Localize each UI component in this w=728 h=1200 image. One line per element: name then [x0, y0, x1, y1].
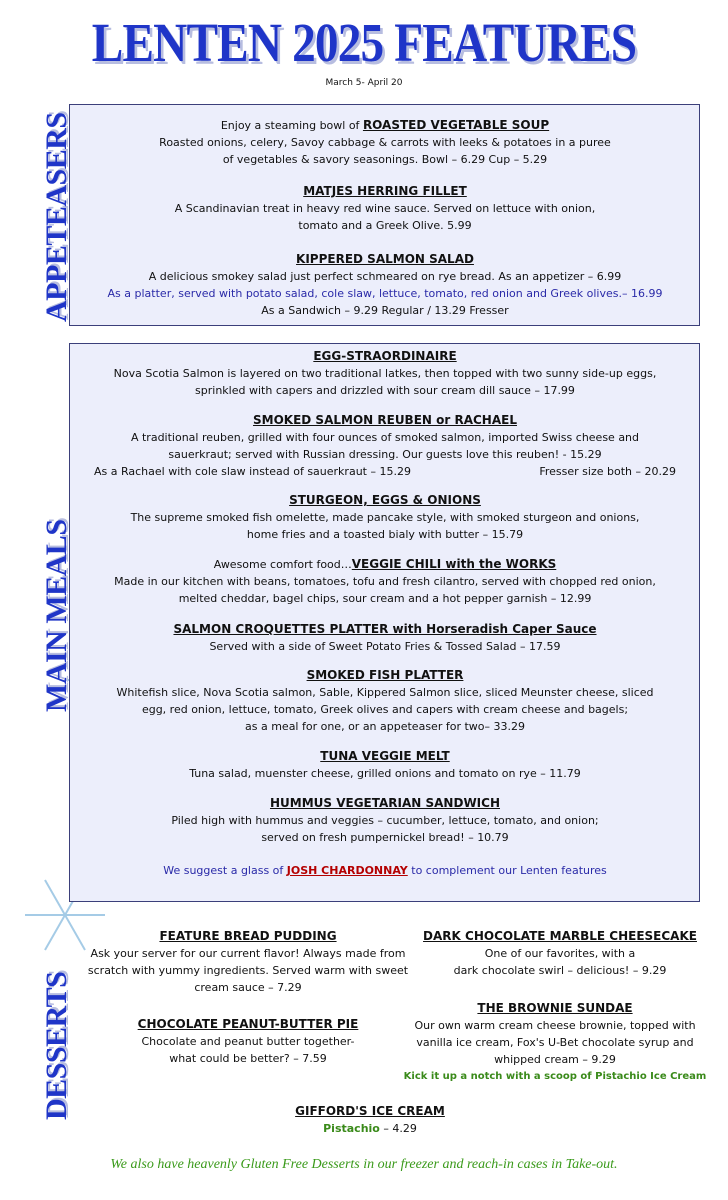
sturgeon-line: home fries and a toasted bialy with butter – 15.79 — [246, 528, 524, 541]
soup-intro: Enjoy a steaming bowl of — [220, 119, 363, 132]
section-title-desserts: DESSERTS — [40, 971, 73, 1120]
herring-line: A Scandinavian treat in heavy red wine sauce. Served on lettuce with onion, — [174, 202, 596, 215]
tuna-line: Tuna salad, muenster cheese, grilled onions and tomato on rye – 11.79 — [189, 767, 581, 780]
soup-item — [70, 117, 700, 168]
salmon-salad-platter: As a platter, served with potato salad, cole slaw, lettuce, tomato, red onion and Greek olives.– 16.99 — [107, 287, 663, 300]
pudding-line: cream sauce – 7.29 — [194, 981, 302, 994]
reuben-line: sauerkraut; served with Russian dressing. Our guests love this reuben! - 15.29 — [168, 448, 602, 461]
cheesecake-line: One of our favorites, with a — [484, 947, 636, 960]
sundae-line: Our own warm cream cheese brownie, topped with — [414, 1019, 696, 1032]
sundae-item — [390, 1000, 720, 1085]
egg-line: Nova Scotia Salmon is layered on two traditional latkes, then topped with two sunny side-up eggs, — [113, 367, 657, 380]
ice-cream-name: GIFFORD'S ICE CREAM — [295, 1104, 445, 1118]
chili-item — [70, 556, 700, 607]
chili-line: melted cheddar, bagel chips, sour cream and a hot pepper garnish – 12.99 — [178, 592, 592, 605]
chili-intro: Awesome comfort food… — [213, 558, 352, 571]
cheesecake-item — [400, 928, 720, 979]
fish-platter-item — [70, 667, 700, 735]
herring-item — [70, 183, 700, 234]
sturgeon-name: STURGEON, EGGS & ONIONS — [289, 493, 481, 507]
ice-cream-item — [200, 1103, 540, 1137]
pie-line: what could be better? – 7.59 — [169, 1052, 327, 1065]
fish-platter-name: SMOKED FISH PLATTER — [306, 668, 464, 682]
fish-platter-line: Whitefish slice, Nova Scotia salmon, Sable, Kippered Salmon slice, sliced Meunster cheese, sliced — [116, 686, 654, 699]
soup-line: Roasted onions, celery, Savoy cabbage & carrots with leeks & potatoes in a puree — [159, 136, 611, 149]
reuben-name: SMOKED SALMON REUBEN or RACHAEL — [253, 413, 517, 427]
pie-name: CHOCOLATE PEANUT-BUTTER PIE — [137, 1017, 359, 1031]
sundae-name: THE BROWNIE SUNDAE — [477, 1001, 633, 1015]
chili-line: Made in our kitchen with beans, tomatoes, tofu and fresh cilantro, served with chopped red onion, — [114, 575, 656, 588]
hummus-name: HUMMUS VEGETARIAN SANDWICH — [269, 796, 500, 810]
wine-pre: We suggest a glass of — [163, 864, 287, 877]
croquettes-item — [70, 621, 700, 655]
date-range: March 5- April 20 — [325, 78, 403, 88]
wine-post: to complement our Lenten features — [407, 864, 607, 877]
pudding-item — [78, 928, 418, 996]
tuna-item — [70, 748, 700, 782]
gluten-free-note: We also have heavenly Gluten Free Desserts in our freezer and reach-in cases in Take-out. — [110, 1157, 618, 1172]
hummus-line: served on fresh pumpernickel bread! – 10.79 — [261, 831, 509, 844]
soup-line: of vegetables & savory seasonings. Bowl – 6.29 Cup – 5.29 — [222, 153, 548, 166]
egg-name: EGG-STRAORDINAIRE — [313, 349, 457, 363]
tuna-name: TUNA VEGGIE MELT — [320, 749, 450, 763]
salmon-salad-line: A delicious smokey salad just perfect schmeared on rye bread. As an appetizer – 6.99 — [148, 270, 622, 283]
page-title: LENTEN 2025 FEATURES — [91, 12, 637, 73]
egg-line: sprinkled with capers and drizzled with sour cream dill sauce – 17.99 — [195, 384, 575, 397]
pie-line: Chocolate and peanut butter together- — [141, 1035, 355, 1048]
cheesecake-name: DARK CHOCOLATE MARBLE CHEESECAKE — [423, 929, 697, 943]
pudding-line: scratch with yummy ingredients. Served warm with sweet — [87, 964, 409, 977]
herring-line: tomato and a Greek Olive. 5.99 — [298, 219, 472, 232]
pie-item — [78, 1016, 418, 1067]
fresser-option: Fresser size both – 20.29 — [539, 465, 676, 478]
sturgeon-item — [70, 492, 700, 543]
ice-cream-price: – 4.29 — [379, 1122, 417, 1135]
wine-suggestion — [70, 862, 700, 879]
fish-platter-line: egg, red onion, lettuce, tomato, Greek olives and capers with cream cheese and bagels; — [141, 703, 629, 716]
ice-cream-flavor: Pistachio — [323, 1122, 380, 1135]
soup-name: ROASTED VEGETABLE SOUP — [362, 118, 550, 132]
salmon-salad-name: KIPPERED SALMON SALAD — [296, 252, 474, 266]
reuben-item — [70, 412, 700, 480]
hummus-line: Piled high with hummus and veggies – cucumber, lettuce, tomato, and onion; — [171, 814, 599, 827]
fish-platter-line: as a meal for one, or an appeteaser for two– 33.29 — [245, 720, 525, 733]
section-title-main-meals: MAIN MEALS — [40, 519, 73, 712]
herring-name: MATJES HERRING FILLET — [303, 184, 467, 198]
egg-item — [70, 348, 700, 399]
ice-cream-line — [200, 1120, 540, 1137]
reuben-options — [70, 463, 700, 480]
chili-name: VEGGIE CHILI with the WORKS — [351, 557, 557, 571]
reuben-line: A traditional reuben, grilled with four ounces of smoked salmon, imported Swiss cheese and — [130, 431, 640, 444]
pudding-name: FEATURE BREAD PUDDING — [159, 929, 337, 943]
section-title-appeteasers: APPETEASERS — [40, 112, 73, 322]
cheesecake-line: dark chocolate swirl – delicious! – 9.29 — [453, 964, 667, 977]
croquettes-line: Served with a side of Sweet Potato Fries & Tossed Salad – 17.59 — [209, 640, 561, 653]
pudding-line: Ask your server for our current flavor! Always made from — [90, 947, 406, 960]
wine-name: JOSH CHARDONNAY — [286, 864, 408, 877]
sundae-line: vanilla ice cream, Fox's U-Bet chocolate syrup and — [416, 1036, 694, 1049]
croquettes-name: SALMON CROQUETTES PLATTER with Horseradish Caper Sauce — [173, 622, 597, 636]
sundae-line: whipped cream – 9.29 — [494, 1053, 616, 1066]
sturgeon-line: The supreme smoked fish omelette, made pancake style, with smoked sturgeon and onions, — [130, 511, 640, 524]
sundae-upgrade: Kick it up a notch with a scoop of Pistachio Ice Cream — [403, 1071, 707, 1082]
salmon-salad-sandwich: As a Sandwich – 9.29 Regular / 13.29 Fresser — [261, 304, 509, 317]
hummus-item — [70, 795, 700, 846]
rachael-option: As a Rachael with cole slaw instead of sauerkraut – 15.29 — [94, 465, 411, 478]
salmon-salad-item — [70, 251, 700, 319]
